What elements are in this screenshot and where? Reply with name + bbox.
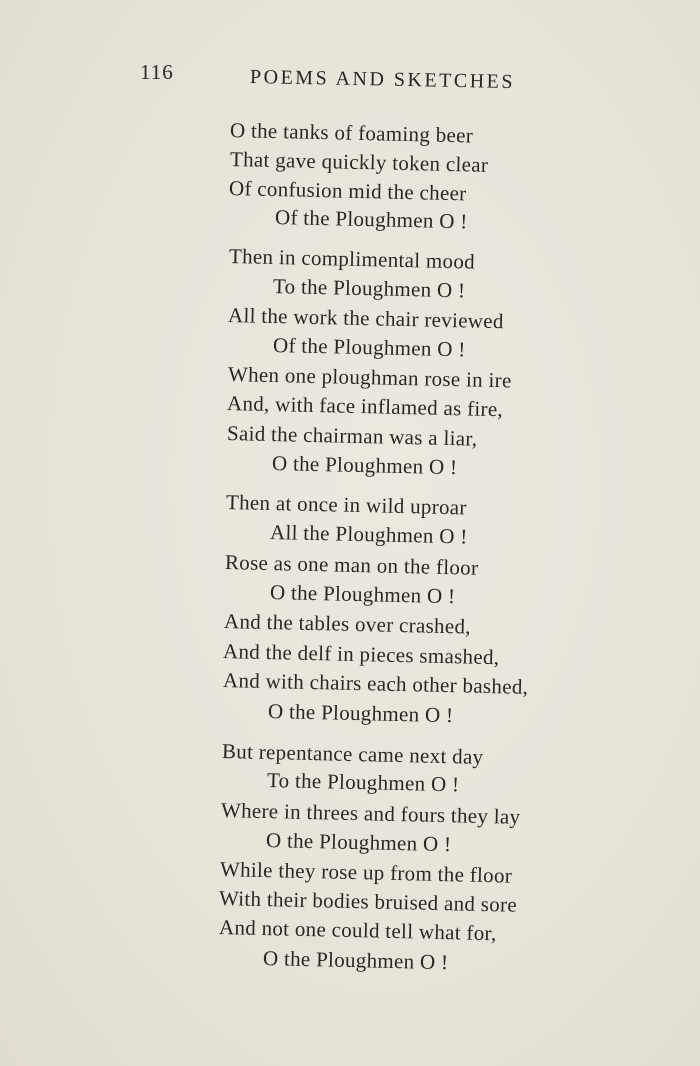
poem-line: And the delf in pieces smashed,	[222, 639, 500, 670]
poem-line refrain: Of the Ploughmen O !	[274, 205, 468, 234]
poem-line refrain: O the Ploughmen O !	[265, 828, 452, 857]
poem-line: That gave quickly token clear	[229, 147, 489, 177]
poem-line: Then in complimental mood	[228, 244, 476, 274]
poem-line: While they rose up from the floor	[219, 857, 513, 888]
poem-line: Of confusion mid the cheer	[228, 176, 467, 206]
poem-line: When one ploughman rose in ire	[227, 362, 512, 393]
poem-line: With their bodies bruised and sore	[218, 886, 518, 917]
poem-line refrain: O the Ploughmen O !	[269, 580, 456, 609]
poem-line refrain: O the Ploughmen O !	[271, 451, 458, 480]
poem-line refrain: To the Ploughmen O !	[266, 768, 460, 797]
poem-line: All the work the chair reviewed	[227, 303, 504, 334]
poem-line: And not one could tell what for,	[218, 915, 497, 946]
poem-line refrain: Of the Ploughmen O !	[272, 333, 466, 362]
running-head: POEMS AND SKETCHES	[249, 66, 516, 94]
poem-line: And the tables over crashed,	[223, 609, 472, 639]
poem-line: Where in threes and fours they lay	[220, 798, 521, 829]
page-number: 116	[140, 60, 174, 84]
poem-line: And with chairs each other bashed,	[222, 668, 529, 699]
poem-line: But repentance came next day	[221, 739, 484, 769]
poem-line refrain: O the Ploughmen O !	[262, 946, 449, 975]
poem-line refrain: O the Ploughmen O !	[267, 699, 454, 728]
poem-line: Then at once in wild uproar	[225, 490, 468, 520]
poem-line: And, with face inflamed as fire,	[226, 391, 504, 422]
poem-line: Rose as one man on the floor	[224, 550, 479, 580]
poem-line refrain: To the Ploughmen O !	[272, 274, 466, 303]
poem-line refrain: All the Ploughmen O !	[269, 520, 468, 549]
poem-line: O the tanks of foaming beer	[229, 118, 474, 148]
poem-line: Said the chairman was a liar,	[226, 421, 478, 451]
